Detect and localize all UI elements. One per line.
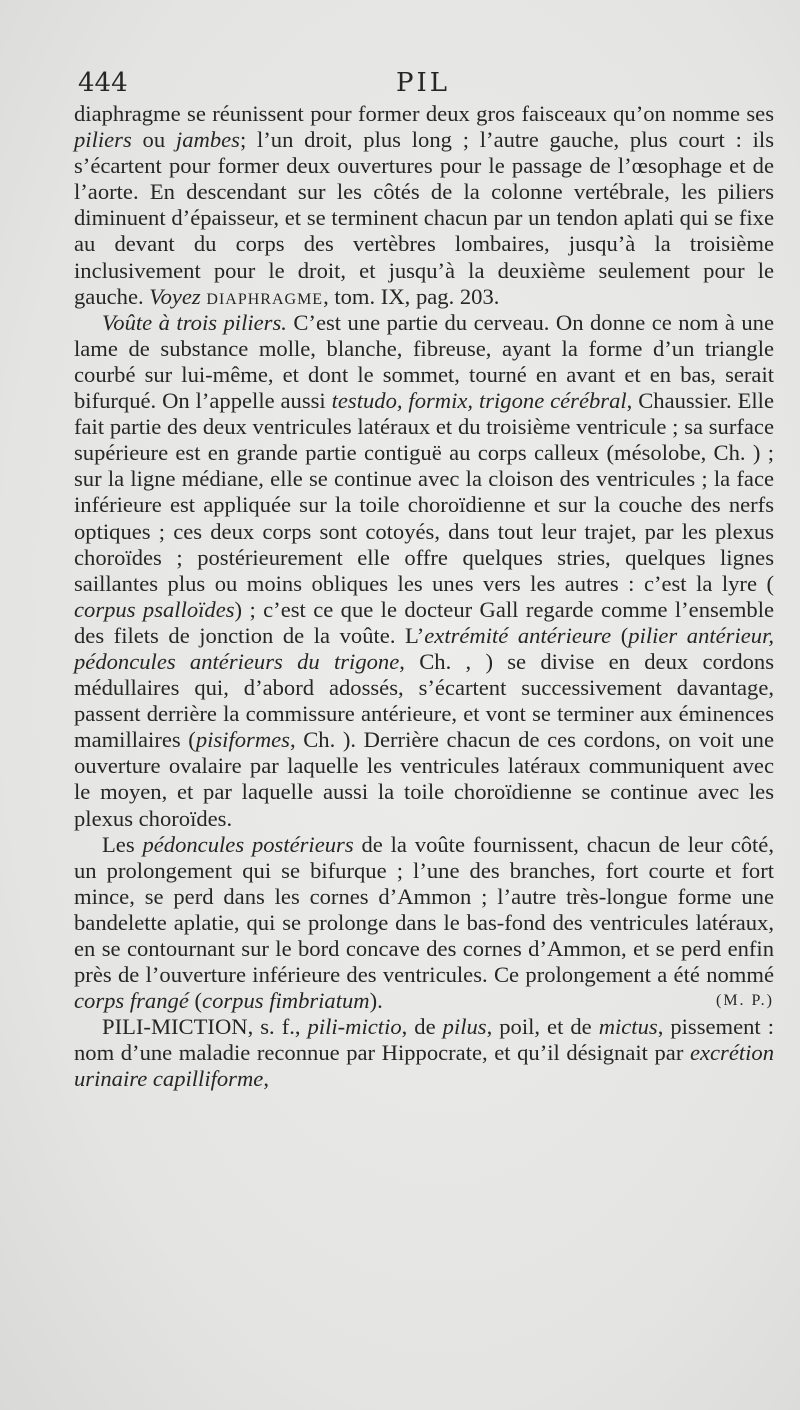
italic-term: pédoncules postérieurs (142, 831, 354, 857)
text-run: , pissement : nom d’une maladie reconnue par Hippocrate, et qu’il désignait par (74, 1014, 774, 1066)
text-run: ou (131, 127, 176, 153)
italic-term: pisiformes (195, 727, 290, 753)
text-run: ; l’un droit, plus long ; l’autre gauche, plus court : ils s’écartent pour former deux ouvertures pour le passage de l’œsophage et de l’aorte. En descendant sur les côtés de la colonne vertébrale, les piliers diminuent d’épaisseur, et se terminent chacun par un tendon aplati qui se fixe au devant du corps des vertèbres lombaires, jusqu’à la troisième inclusivement pour le droit, et jusqu’à la deuxième seulement pour le gauche. (74, 127, 774, 309)
text-run: , poil, et de (486, 1014, 599, 1040)
italic-term: pili-mictio (307, 1014, 402, 1040)
italic-term: corps frangé (74, 988, 189, 1014)
cross-reference: diaphragme (206, 283, 324, 309)
text-run: , tom. IX, pag. 203. (323, 283, 500, 309)
italic-term: Voyez (149, 283, 201, 309)
italic-term: pilier antérieur, pédoncules antérieurs du trigone (74, 622, 774, 674)
text-run: ( (611, 622, 629, 648)
italic-term: corpus psalloïdes (74, 596, 235, 622)
paragraph-voute-trois-piliers (74, 310, 774, 832)
text-run: C’est une partie du cerveau. On donne ce nom à une lame de substance molle, blanche, fibreuse, ayant la forme d’un triangle courbé sur lui-même, et dont le sommet, tourné en avant et en bas, serait bifurqué. On l’appelle aussi (74, 309, 774, 414)
text-run: diaphragme se réunissent pour former deux gros faisceaux qu’on nomme ses (74, 101, 774, 126)
text-run: , Ch. , ) se divise en deux cordons médullaires qui, d’abord adossés, s’écartent successivement davantage, passent derrière la commissure antérieure, et vont se terminer aux éminences mamillaires ( (74, 648, 775, 753)
text-run: Les (102, 831, 143, 857)
entry-headword: PILI-MICTION (102, 1014, 248, 1040)
page-number: 444 (78, 68, 128, 98)
text-run: , s. f., (247, 1014, 308, 1040)
italic-term: corpus fimbriatum (202, 988, 370, 1014)
italic-term: piliers (74, 127, 132, 153)
text-run: de la voûte fournissent, chacun de leur côté, un prolongement qui se bifurque ; l’une des branches, fort courte et fort mince, se perd dans les cornes d’Ammon ; l’autre très-longue forme une bandelette aplatie, qui se prolonge dans le bas-fond des ventricules latéraux, en se contournant sur le bord concave des cornes d’Ammon, et se perd enfin près de l’ouverture inférieure des ventricules. Ce prolongement a été nommé (74, 831, 774, 988)
italic-term: mictus (598, 1014, 658, 1040)
text-run: , Ch. ). Derrière chacun de ces cordons, on voit une ouverture ovalaire par laquelle les ventricules latéraux communiquent avec le moyen, et par laquelle aussi la toile choroïdienne se continue avec les plexus choroïdes. (74, 727, 774, 831)
italic-term: testudo, formix, trigone cérébral (331, 388, 627, 414)
italic-term: excrétion urinaire capilliforme (74, 1040, 774, 1092)
text-run: , (263, 1066, 269, 1092)
text-run: , Chaussier. Elle fait partie des deux ventricules latéraux et du troisième ventricule ; sa surface supérieure est en grande partie contiguë au corps calleux (mésolobe, Ch. ) ; sur la ligne médiane, elle se continue avec la cloison des ventricules ; la face inférieure est appliquée sur la toile choroïdienne et sur la couche des nerfs optiques ; ces deux corps sont cotoyés, dans tout leur trajet, par les plexus choroïdes ; postérieurement elle offre quelques stries, quelques lignes saillantes plus ou moins obliques les unes vers les autres : c’est la lyre ( (74, 388, 774, 596)
italic-term: extrémité antérieure (424, 622, 612, 648)
text-run: ( (188, 988, 203, 1014)
italic-term: jambes (175, 127, 240, 153)
author-signature: (M. P.) (715, 992, 774, 1010)
page-header (78, 68, 768, 104)
italic-term: pilus (442, 1014, 487, 1040)
body-text (74, 101, 774, 1093)
text-run: , de (401, 1014, 443, 1040)
text-run: ). (369, 988, 383, 1014)
entry-pili-miction (74, 1014, 774, 1092)
paragraph-pedoncules-posterieurs (74, 832, 774, 1015)
running-head: PIL (395, 68, 451, 98)
italic-term: Voûte à trois piliers. (102, 309, 287, 335)
paragraph-diaphragm-pillars (74, 101, 774, 310)
text-run: ) ; c’est ce que le docteur Gall regarde comme l’ensemble des filets de jonction de la voûte. L’ (74, 596, 774, 648)
